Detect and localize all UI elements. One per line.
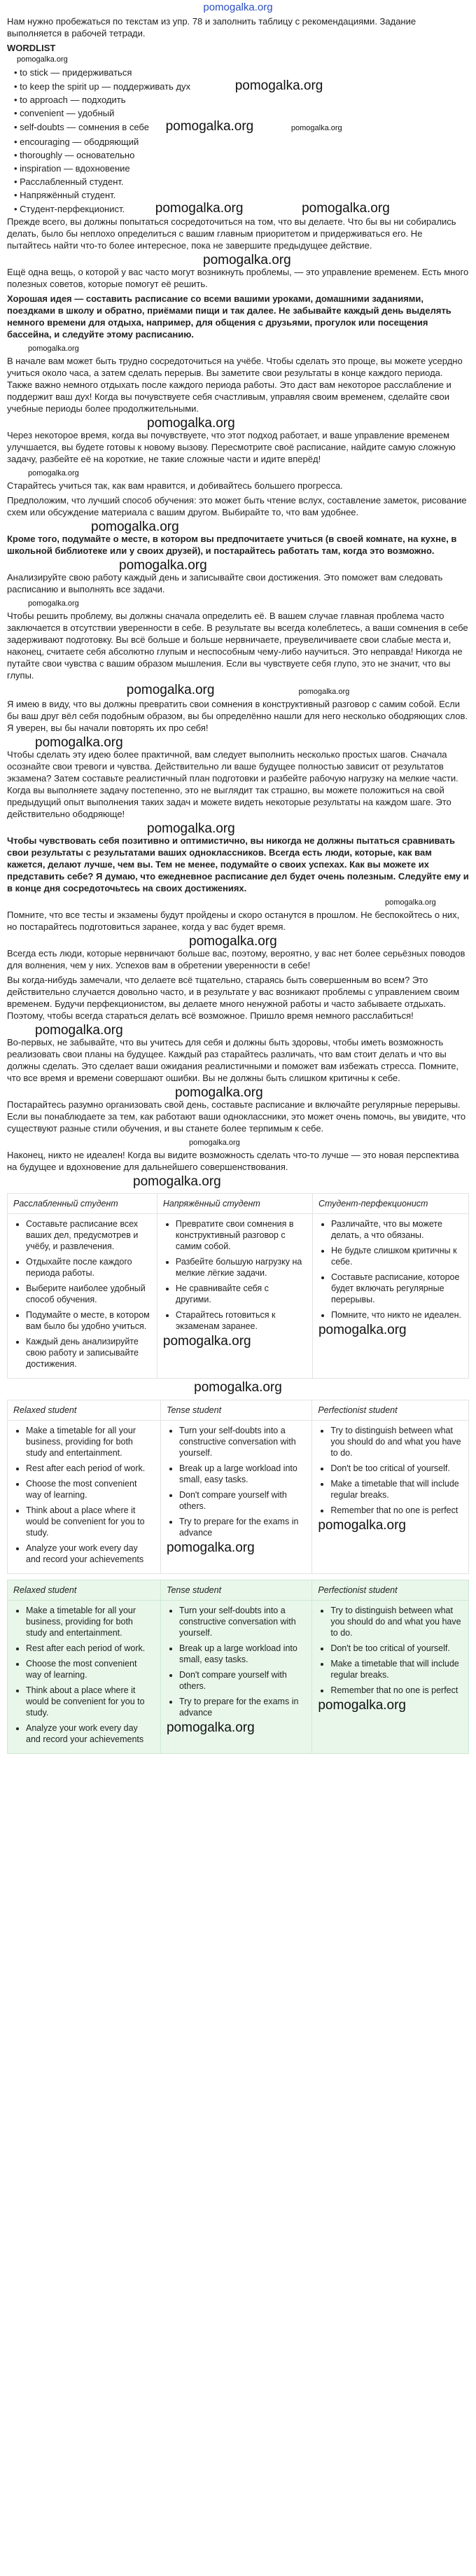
watermark: pomogalka.org bbox=[166, 1720, 255, 1735]
table-cell bbox=[157, 1214, 312, 1379]
recommendations-table-en-highlighted bbox=[7, 1580, 469, 1754]
wordlist-item: • thoroughly — основательно bbox=[14, 148, 469, 162]
paragraph: Помните, что все тесты и экзамены будут пройдены и скоро останутся в прошлом. Не беспокойтесь о них, но постарайтесь подготовиться заранее, когда у вас будет время. bbox=[7, 910, 460, 932]
watermark: pomogalka.org bbox=[35, 735, 123, 750]
watermark: pomogalka.org bbox=[91, 520, 179, 534]
table-header: Tense student bbox=[160, 1400, 312, 1421]
list-item: • Don't be too critical of yourself. bbox=[330, 1463, 463, 1474]
paragraph: Старайтесь учиться так, как вам нравится, и добивайтесь большего прогресса. bbox=[7, 480, 343, 491]
table-header: Tense student bbox=[160, 1580, 312, 1601]
paragraph: Наконец, никто не идеален! Когда вы видите возможность сделать что-то лучше — это новая перспектива на будущее и вдохновение для дальнейшего совершенствования. bbox=[7, 1150, 459, 1172]
watermark-row bbox=[7, 684, 469, 698]
paragraph: Прежде всего, вы должны попытаться сосредоточиться на том, что вы делаете. Что бы вы ни собирались делать, было бы неплохо определиться с вашим главным приоритетом и придерживаться его. Не пытайтесь найти что-то более интересное, пока не завершите предыдущее действие. bbox=[7, 216, 456, 251]
list-item: • Старайтесь готовиться к экзаменам заранее. bbox=[176, 1309, 307, 1332]
list-item: • Remember that no one is perfect bbox=[330, 1685, 463, 1696]
list-item: • Analyze your work every day and record your achievements bbox=[26, 1543, 155, 1565]
table-header: Relaxed student bbox=[8, 1580, 161, 1601]
list-item: • Подумайте о месте, в котором вам было бы удобно учиться. bbox=[26, 1309, 151, 1332]
paragraph: Через некоторое время, когда вы почувствуете, что этот подход работает, и ваше управление временем улучшается, вы будете готовы к новому вызову. Пересмотрите своё расписание, найдите самую сложную задачу, разбейте её на короткие, не такие сложные части и идите вперёд! bbox=[7, 430, 456, 464]
paragraph: Вы когда-нибудь замечали, что делаете всё тщательно, стараясь быть совершенным во всем? Это действительно случается довольно часто, и в результате у вас возникают проблемы с управлением своим временем. Будучи перфекционистом, вы делаете много ненужной работы и часто забываете отдыхать. Поэтому, чтобы всегда стараться делать всё возможное. Пришло время немного расслабиться! bbox=[7, 975, 460, 1021]
list-item: • Break up a large workload into small, easy tasks. bbox=[179, 1643, 306, 1665]
list-item: • Разбейте большую нагрузку на мелкие лёгкие задачи. bbox=[176, 1256, 307, 1279]
list-item: • Make a timetable that will include regular breaks. bbox=[330, 1658, 463, 1680]
watermark: pomogalka.org bbox=[126, 683, 215, 697]
list-item: • Analyze your work every day and record your achievements bbox=[26, 1722, 155, 1745]
list-item: • Choose the most convenient way of learning. bbox=[26, 1478, 155, 1501]
intro-text: Нам нужно пробежаться по текстам из упр. 78 и заполнить таблицу с рекомендациями. Задание выполняется в рабочей тетради. bbox=[7, 16, 416, 39]
watermark: pomogalka.org bbox=[147, 821, 235, 836]
list-item: • Make a timetable for all your business, providing for both study and entertainment. bbox=[26, 1425, 155, 1458]
table-cell bbox=[160, 1601, 312, 1754]
list-item: • Break up a large workload into small, easy tasks. bbox=[179, 1463, 306, 1485]
paragraph: Анализируйте свою работу каждый день и записывайте свои достижения. Это поможет вам следовать расписанию и выполнять все задачи. bbox=[7, 572, 443, 594]
watermark: pomogalka.org bbox=[189, 934, 277, 949]
watermark: pomogalka.org bbox=[318, 1518, 407, 1533]
watermark: pomogalka.org bbox=[17, 55, 68, 64]
wordlist-item: • encouraging — ободряющий bbox=[14, 135, 469, 148]
paragraph: Чтобы чувствовать себя позитивно и оптимистично, вы никогда не должны пытаться сравнивать свои результаты с результатами ваших одноклассников. Всегда есть люди, которые, как вам кажется, делают лучше, чем вы. Тем не менее, подумайте о своих успехах. Как вы можете их представить себе? Я думаю, что ежедневное расписание дел будет очень полезным. Следуйте ему и в конце дня сосредоточьтесь на своих достижениях. bbox=[7, 835, 469, 893]
paragraph: Постарайтесь разумно организовать свой день, составьте расписание и включайте регулярные перерывы. Если вы понаблюдаете за тем, как работают ваши одноклассники, это может очень помочь, вы увидите, что существуют разные стили обучения, и вы станете более терпимым к себе. bbox=[7, 1099, 466, 1134]
table-header: Напряжённый студент bbox=[157, 1194, 312, 1214]
table-cell bbox=[312, 1421, 469, 1574]
list-item: • Помните, что никто не идеален. bbox=[331, 1309, 463, 1321]
watermark: pomogalka.org bbox=[155, 201, 244, 216]
paragraph: Во-первых, не забывайте, что вы учитесь для себя и должны быть здоровы, чтобы иметь возможность реализовать свои планы на будущее. Каждый раз старайтесь различать, что вам стоит делать и что вы должны сделать. Это сделает ваши ожидания реалистичными и поможет вам избежать стресса. Помните, что все время и времени совершают ошибки. Вы не должны быть слишком критичны к себе. bbox=[7, 1037, 459, 1083]
recommendations-table-en bbox=[7, 1400, 469, 1574]
list-item: • Try to prepare for the exams in advance bbox=[179, 1696, 306, 1718]
paragraph: В начале вам может быть трудно сосредоточиться на учёбе. Чтобы сделать это проще, вы можете усердно учиться около часа, а затем сделать перерыв. Вы заметите свои результаты в конце каждого периода. Также важно немного отдыхать после каждого периода работы. Это даст вам некоторое расслабление и поддержит ваш дух! Когда вы почувствуете себя счастливым, управляя своим временем, сделайте свои учебные периоды более продолжительными. bbox=[7, 356, 463, 414]
table-header: Расслабленный студент bbox=[8, 1194, 158, 1214]
wordlist-item: • inspiration — вдохновение bbox=[14, 162, 469, 175]
list-item: • Каждый день анализируйте свою работу и записывайте достижения. bbox=[26, 1336, 151, 1370]
list-item: • Think about a place where it would be convenient for you to study. bbox=[26, 1685, 155, 1718]
list-item: • Различайте, что вы можете делать, а что обязаны. bbox=[331, 1218, 463, 1241]
list-item: • Составьте расписание всех ваших дел, предусмотрев и учёбу, и развлечения. bbox=[26, 1218, 151, 1252]
list-item: • Turn your self-doubts into a constructive conversation with yourself. bbox=[179, 1425, 306, 1458]
list-item: • Try to prepare for the exams in advance bbox=[179, 1516, 306, 1538]
list-item: • Rest after each period of work. bbox=[26, 1463, 155, 1474]
watermark: pomogalka.org bbox=[298, 688, 350, 696]
site-header[interactable]: pomogalka.org bbox=[203, 1, 273, 13]
table-header: Студент-перфекционист bbox=[312, 1194, 468, 1214]
watermark: pomogalka.org bbox=[290, 124, 342, 132]
wordlist-item: • to stick — придерживаться bbox=[14, 66, 469, 79]
wordlist bbox=[7, 66, 469, 216]
watermark: pomogalka.org bbox=[203, 253, 291, 267]
paragraph: Предположим, что лучший способ обучения: это может быть чтение вслух, составление заметок, рисование схем или обсуждение материала с вашим другом. Выбирайте то, что вам удобнее. bbox=[7, 495, 467, 517]
list-item: • Choose the most convenient way of learning. bbox=[26, 1658, 155, 1680]
table-cell bbox=[8, 1214, 158, 1379]
table-header: Perfectionist student bbox=[312, 1400, 469, 1421]
table-cell bbox=[312, 1601, 469, 1754]
watermark: pomogalka.org bbox=[318, 1698, 407, 1713]
table-header: Relaxed student bbox=[8, 1400, 161, 1421]
watermark: pomogalka.org bbox=[189, 1139, 240, 1147]
wordlist-item: • self-doubts — сомнения в себе pomogalka.org pomogalka.org bbox=[14, 120, 469, 135]
list-item: • Don't compare yourself with others. bbox=[179, 1669, 306, 1692]
watermark: pomogalka.org bbox=[28, 599, 79, 608]
watermark: pomogalka.org bbox=[234, 78, 323, 93]
paragraph: Кроме того, подумайте о месте, в котором вы предпочитаете учиться (в своей комнате, на кухне, в школьной библиотеке или у своих друзей), и постарайтесь работать там, когда это возможно. bbox=[7, 534, 457, 556]
wordlist-item: • Студент-перфекционист. pomogalka.org pomogalka.org bbox=[14, 202, 469, 216]
list-item: • Don't compare yourself with others. bbox=[179, 1489, 306, 1512]
list-item: • Выберите наиболее удобный способ обучения. bbox=[26, 1283, 151, 1305]
watermark: pomogalka.org bbox=[147, 416, 235, 431]
wordlist-item: • Напряжённый студент. bbox=[14, 188, 469, 202]
table-cell bbox=[8, 1601, 161, 1754]
wordlist-item: • Расслабленный студент. bbox=[14, 175, 469, 188]
watermark: pomogalka.org bbox=[28, 469, 79, 478]
paragraph: Чтобы решить проблему, вы должны сначала определить её. В вашем случае главная проблема часто заключается в отсутствии уверенности в себе. В результате вы всегда колеблетесь, а ваши сомнения в себе задерживают подготовку. Вы всё больше и больше нервничаете, преувеличиваете свои слабые места и, наконец, считаете себя абсолютно глупым и неспособным чему-либо научиться. Это неправда! Никогда не путайте свои чувства с вашим образом мышления. Если вы чувствуете себя глупо, это не значит, что вы глупы. bbox=[7, 611, 468, 681]
watermark: pomogalka.org bbox=[133, 1174, 221, 1189]
watermark: pomogalka.org bbox=[302, 201, 390, 216]
list-item: • Think about a place where it would be convenient for you to study. bbox=[26, 1505, 155, 1538]
recommendations-table-ru bbox=[7, 1193, 469, 1379]
watermark: pomogalka.org bbox=[385, 898, 436, 907]
watermark: pomogalka.org bbox=[162, 1334, 251, 1349]
list-item: • Превратите свои сомнения в конструктивный разговор с самим собой. bbox=[176, 1218, 307, 1252]
watermark: pomogalka.org bbox=[175, 1085, 263, 1100]
list-item: • Не будьте слишком критичны к себе. bbox=[331, 1245, 463, 1267]
watermark: pomogalka.org bbox=[318, 1323, 407, 1337]
list-item: • Make a timetable for all your business, providing for both study and entertainment. bbox=[26, 1605, 155, 1638]
list-item: • Try to distinguish between what you should do and what you have to do. bbox=[330, 1425, 463, 1458]
watermark-row bbox=[7, 1381, 469, 1394]
watermark: pomogalka.org bbox=[35, 1023, 123, 1038]
wordlist-title: WORDLIST bbox=[7, 43, 56, 53]
wordlist-item: • to keep the spirit up — поддерживать дух pomogalka.org bbox=[14, 79, 469, 93]
paragraph: Хорошая идея — составить расписание со всеми вашими уроками, домашними заданиями, поездками в школу и обратно, приёмами пищи и так далее. Не забывайте каждый день выделять немного времени для отдыха, например, для общения с друзьями, прогулок или посещения бассейна, и следуйте этому расписанию. bbox=[7, 293, 451, 340]
paragraph: Всегда есть люди, которые нервничают больше вас, поэтому, вероятно, у вас нет более серьёзных поводов для волнения, чем у них. Успехов вам в обретении уверенности в себе! bbox=[7, 948, 465, 970]
watermark: pomogalka.org bbox=[194, 1380, 282, 1395]
list-item: • Try to distinguish between what you should do and what you have to do. bbox=[330, 1605, 463, 1638]
table-cell bbox=[8, 1421, 161, 1574]
list-item: • Turn your self-doubts into a constructive conversation with yourself. bbox=[179, 1605, 306, 1638]
watermark: pomogalka.org bbox=[28, 344, 79, 353]
list-item: • Rest after each period of work. bbox=[26, 1643, 155, 1654]
table-cell bbox=[312, 1214, 468, 1379]
watermark: pomogalka.org bbox=[165, 119, 254, 134]
list-item: • Make a timetable that will include regular breaks. bbox=[330, 1478, 463, 1501]
watermark: pomogalka.org bbox=[166, 1540, 255, 1555]
table-header: Perfectionist student bbox=[312, 1580, 469, 1601]
paragraph: Чтобы сделать эту идею более практичной, вам следует выполнить несколько простых шагов. Сначала осознайте свои тревоги и чувства. Действительно ли ваше будущее полностью зависит от результатов экзамена? Затем составьте реалистичный план подготовки и разбейте рабочую нагрузку на мелкие части. Когда вы выполняете задачу постепенно, это не выглядит так страшно, вы можете положиться на свой предыдущий опыт выполнения таких задач и можете видеть некоторые результаты на каждом шаге. Это действительно ободряюще! bbox=[7, 749, 458, 819]
list-item: • Отдыхайте после каждого периода работы. bbox=[26, 1256, 151, 1279]
table-cell bbox=[160, 1421, 312, 1574]
list-item: • Remember that no one is perfect bbox=[330, 1505, 463, 1516]
list-item: • Don't be too critical of yourself. bbox=[330, 1643, 463, 1654]
wordlist-item: • convenient — удобный bbox=[14, 106, 469, 120]
paragraph: Ещё одна вещь, о которой у вас часто могут возникнуть проблемы, — это управление временем. Есть много полезных советов, которые помогут её решить. bbox=[7, 267, 469, 289]
list-item: • Не сравнивайте себя с другими. bbox=[176, 1283, 307, 1305]
paragraph: Я имею в виду, что вы должны превратить свои сомнения в конструктивный разговор с самим собой. Если бы ваш друг вёл себя подобным образом, вы бы определённо нашли для него несколько ободряющих слов. Я уверен, вы бы начали повторять их про себя! bbox=[7, 699, 468, 733]
list-item: • Составьте расписание, которое будет включать регулярные перерывы. bbox=[331, 1272, 463, 1305]
wordlist-item: • to approach — подходить bbox=[14, 93, 469, 106]
watermark: pomogalka.org bbox=[119, 558, 207, 573]
